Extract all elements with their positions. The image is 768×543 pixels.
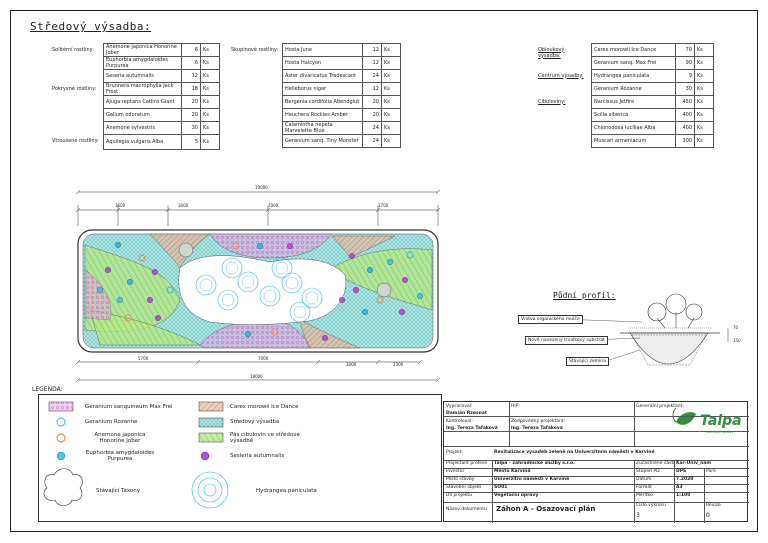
plant-qty: 12 (363, 83, 382, 96)
plant-name: Aster divaricatus Tradescant (283, 70, 363, 83)
plant-group-label: Skupinové rostliny: (231, 46, 279, 53)
center-area (179, 256, 346, 325)
plant-unit: Ks (695, 44, 714, 57)
plant-name: Euphorbia amygdaloides Purpurea (104, 57, 182, 70)
plant-unit: Ks (201, 135, 220, 150)
tb-nazev-label: Název dokumentu (446, 507, 487, 512)
plant-name: Hosta Halcyon (283, 57, 363, 70)
dim-bottom-part-4: 2300 (393, 362, 404, 367)
plant-name: Geranium sanq. Max Frei (592, 57, 676, 70)
plant-qty: 12 (363, 57, 382, 70)
tb-row-l2: Měřítko (636, 493, 653, 498)
profile-dim-70: 70 (733, 325, 739, 330)
plant-group-label: Centrum výsadby: (538, 72, 584, 79)
tb-row-l2: Formát (636, 485, 652, 490)
plant-name: Galium odoratum (104, 109, 182, 122)
plant-qty: 450 (676, 96, 695, 109)
plant-name: Bergenia cordifolia Abendglut (283, 96, 363, 109)
plant-name: Narcissus Jetfire (592, 96, 676, 109)
dim-top-part-2: 3000 (178, 203, 189, 208)
plant-unit: Ks (201, 122, 220, 135)
plant-unit: Ks (382, 122, 401, 135)
plant-unit: Ks (382, 96, 401, 109)
plant-name: Carex morowii Ice Dance (592, 44, 676, 57)
plant-name: Geranium sanq. Tiny Monster (283, 135, 363, 148)
plant-name: Seseria autumnalis (104, 70, 182, 83)
plant-unit: Ks (695, 83, 714, 96)
plant-unit: Ks (201, 83, 220, 96)
soil-profile-title: Půdní profil: (553, 291, 616, 300)
plant-qty: 24 (363, 135, 382, 148)
tb-hip-label: HIP: (511, 404, 520, 409)
dim-bottom-part-2: 7000 (258, 356, 269, 361)
plant-qty: 9 (676, 70, 695, 83)
tb-row-l1: Stavební objekt (446, 485, 482, 490)
soil-profile-drawing (560, 294, 728, 365)
plant-qty: 70 (676, 44, 695, 57)
plant-qty: 24 (363, 70, 382, 83)
tb-row-v1: SO01 (494, 485, 508, 490)
plant-qty: 6 (182, 57, 201, 70)
plant-name: Scilla siberica (592, 109, 676, 122)
tb-row-v2: DPS (676, 469, 687, 474)
plant-dot (287, 243, 293, 249)
plant-unit: Ks (382, 44, 401, 57)
plant-name: Chionodoxa luciliae Alba (592, 122, 676, 135)
plant-qty: 20 (182, 96, 201, 109)
plant-dot (105, 267, 111, 273)
plant-name: Aquilegia vulgaris Alba (104, 135, 182, 150)
tb-nazev-value: Záhon A - Osazovací plán (496, 505, 596, 513)
tb-zodpovedny-label: Zodpovědný projektant: (511, 419, 566, 424)
title-block (443, 401, 748, 522)
tb-revize-label: Revize (706, 503, 721, 508)
dim-bottom-part-3: 3000 (346, 362, 357, 367)
tb-row-l1: Projektant profese (446, 461, 488, 466)
plant-qty: 24 (363, 122, 382, 135)
profile-label-substrate: Nově navezený trvalkový substrát (525, 336, 608, 345)
plant-unit: Ks (382, 57, 401, 70)
tb-row-v1: Město Karviná (494, 469, 531, 474)
plant-name: Heuchera Rockies Amber (283, 109, 363, 122)
tb-row-v2: 1:100 (676, 493, 691, 498)
plant-qty: 30 (182, 122, 201, 135)
plant-dot (115, 242, 121, 248)
plant-dot (127, 279, 133, 285)
legend-label-bulb: Pás cibulovin ve středové výsadbě (230, 432, 300, 444)
plant-dot (417, 293, 423, 299)
tb-row-l2: Zúčastněné části (636, 461, 675, 466)
tb-row-v2: Kar-Univ_nam (676, 461, 712, 466)
plant-qty: 6 (182, 44, 201, 57)
tb-row-l2: Datum (636, 477, 652, 482)
plant-unit: Ks (695, 57, 714, 70)
tb-projekt-value: Revitalizace výsadeb zeleně na Univerzitním náměstí v Karviné (494, 450, 655, 455)
plant-qty: 20 (182, 109, 201, 122)
plant-dot (387, 259, 393, 265)
plant-name: Geranium Rozanne (592, 83, 676, 96)
tb-row-v1: Vegetační úpravy (494, 493, 539, 498)
dim-top-part-3: 7000 (268, 203, 279, 208)
tb-cislo-value: 3 (636, 512, 640, 519)
tb-row-v2: A3 (676, 485, 683, 490)
plant-name: Hydrangea paniculata (592, 70, 676, 83)
plant-dot (349, 253, 355, 259)
plant-name: Helleborus niger (283, 83, 363, 96)
plant-unit: Ks (382, 70, 401, 83)
plant-qty: 20 (363, 96, 382, 109)
profile-dim-150: 150 (733, 338, 741, 343)
plant-dot (353, 287, 359, 293)
plant-qty: 90 (676, 57, 695, 70)
plant-unit: Ks (382, 109, 401, 122)
tb-projekt-label: Projekt: (446, 450, 464, 455)
profile-plants (648, 294, 702, 328)
talpa-logo-text: Talpa (700, 413, 742, 429)
tb-row-l2: Stupeň PD (636, 469, 660, 474)
plant-name: Muscari armeniacum (592, 135, 676, 148)
tb-row-v2: 7.2020 (676, 477, 694, 482)
plant-qty: 18 (182, 83, 201, 96)
plant-unit: Ks (382, 83, 401, 96)
plant-name: Brunnera macrophylla Jack Frost (104, 83, 182, 96)
plant-dot (117, 297, 123, 303)
tb-kontroloval-value: Ing. Tereza Tafaková (446, 426, 498, 431)
dim-top-part-1: 3600 (115, 203, 126, 208)
plant-group-label: Obloukový výsadba: (538, 46, 565, 59)
legend-label-carex: Carex morowii Ice Dance (230, 404, 299, 410)
dim-bottom-total: 18000 (250, 374, 263, 379)
plant-dot (257, 243, 263, 249)
legend-title: LEGENDA: (32, 386, 63, 393)
plant-qty: 30 (676, 83, 695, 96)
legend-label-rozanne: Geranium Rozanne (85, 419, 138, 425)
taxus-symbol (179, 243, 193, 257)
tb-zodpovedny-value: Ing. Tereza Tafaková (511, 426, 563, 431)
plant-qty: 20 (363, 109, 382, 122)
tb-kontroloval-label: Kontroloval: (446, 419, 473, 424)
plant-qty: 300 (676, 135, 695, 148)
tb-row-v1: Talpa - zahradnické služby s.r.o. (494, 461, 575, 466)
plant-qty: 400 (676, 109, 695, 122)
plant-unit: Ks (695, 135, 714, 148)
tb-cislo-label: Číslo výkresu (636, 503, 666, 508)
legend-label-hydrangea: Hydrangea paniculata (256, 488, 317, 494)
plant-unit: Ks (201, 109, 220, 122)
plant-name: Hosta June (283, 44, 363, 57)
plant-name: Anemone sylvestris (104, 122, 182, 135)
profile-label-mulch: Vrstva organického mulče (518, 315, 583, 324)
plant-unit: Ks (695, 109, 714, 122)
plant-dot (97, 287, 103, 293)
plant-dot (245, 331, 251, 337)
tb-row-l3: Pare (706, 469, 716, 474)
plant-unit: Ks (695, 70, 714, 83)
legend-label-taxus: Stávající Taxony (96, 488, 141, 494)
plant-qty: 12 (182, 70, 201, 83)
plant-dot (367, 267, 373, 273)
plant-dot (147, 297, 153, 303)
plant-dot (155, 315, 161, 321)
plant-unit: Ks (382, 135, 401, 148)
plant-dot (399, 309, 405, 315)
tb-row-l1: Investor (446, 469, 465, 474)
plant-group-label: Pokryvné rostliny: (52, 85, 97, 92)
profile-basin (630, 333, 708, 364)
plant-unit: Ks (201, 70, 220, 83)
plant-group-label: Solitérní rostliny: (52, 46, 94, 53)
plant-unit: Ks (695, 122, 714, 135)
tb-generalni-label: Generální projektant: (636, 404, 684, 409)
dim-top-total: 19000 (255, 185, 268, 190)
tb-row-v1: Univerzitní náměstí v Karviné (494, 477, 570, 482)
legend-label-stredovy: Středový výsadba (230, 419, 280, 425)
tb-vypracoval-value: Damián Rzesnat (446, 411, 488, 416)
plant-dot (152, 269, 158, 275)
plant-unit: Ks (201, 57, 220, 70)
dim-top-part-4: 3700 (378, 203, 389, 208)
legend-label-sesleria: Sesleria autumnalis (230, 453, 285, 459)
plant-dot (339, 297, 345, 303)
plant-dot (402, 277, 408, 283)
plant-qty: 12 (363, 44, 382, 57)
plant-group-label: Cibuloviny: (538, 98, 566, 105)
plant-qty: 5 (182, 135, 201, 150)
tb-row-l1: Místo stavby (446, 477, 475, 482)
plant-group-label: Vtroušené rostliny: (52, 137, 99, 144)
plant-dot (362, 309, 368, 315)
plant-unit: Ks (201, 44, 220, 57)
plant-dot (322, 335, 328, 341)
plant-unit: Ks (695, 96, 714, 109)
plant-qty: 400 (676, 122, 695, 135)
plant-name: Ajuga reptans Catlins Giant (104, 96, 182, 109)
plant-unit: Ks (201, 96, 220, 109)
profile-label-soil: Stávající zemina (566, 357, 609, 366)
legend-label-euphorbia: Euphorbia amygdaloides Purpurea (85, 450, 155, 462)
plant-list-title: Středový výsadba: (30, 20, 152, 33)
tb-revize-value: 0 (706, 512, 710, 519)
taxus-symbol (377, 283, 391, 297)
dim-bottom-part-1: 5700 (138, 356, 149, 361)
talpa-logo-subtitle: zahradní služby (706, 430, 734, 434)
legend-label-anemone: Anemone japonica Honorine Jober (94, 432, 146, 444)
tb-row-l1: Díl projektu (446, 493, 472, 498)
plant-name: Anemone japonica Honorine Jober (104, 44, 182, 57)
legend-label-maxfrei: Geranium sanquineum Max Frei (85, 404, 173, 410)
tb-vypracoval-label: Vypracoval: (446, 404, 473, 409)
plant-name: Calamintha nepeta Marvelette Blue (283, 122, 363, 135)
